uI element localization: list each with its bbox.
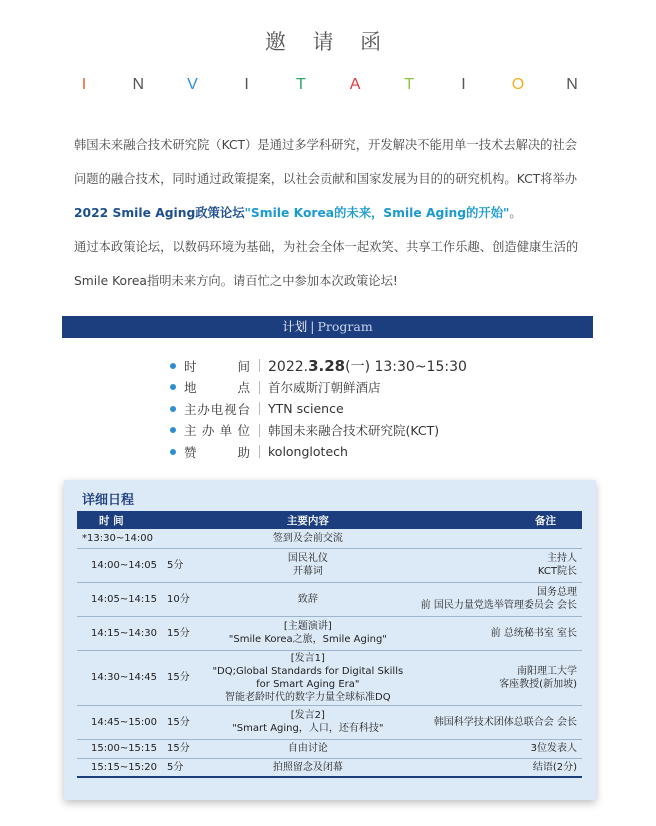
schedule-row — [77, 616, 582, 650]
divider — [259, 359, 260, 372]
title-letter: V — [187, 76, 198, 93]
bullet-dot-icon — [170, 449, 176, 455]
invitation-title-cn: 邀 请 函 — [264, 30, 392, 54]
schedule-note-line: 前 国民力量党选举管理委员会 会长 — [420, 600, 577, 611]
schedule-content — [200, 739, 416, 758]
schedule-note — [416, 582, 582, 616]
schedule-note-line: 结语(2分) — [532, 761, 577, 773]
info-label-tv: 主 办 电 视 台 — [184, 401, 250, 417]
schedule-time: 14:45~15:00 — [77, 705, 162, 739]
intro-line: 通过本政策论坛，以数码环境为基础，为社会全体一起欢笑、共享工作乐趣、创造健康生活的 — [74, 240, 579, 254]
info-row-tv — [170, 398, 467, 420]
schedule-duration: 10分 — [162, 582, 200, 616]
schedule-duration: 5分 — [162, 548, 200, 582]
program-label-cn: 计划 — [282, 319, 308, 334]
info-row-host — [170, 420, 467, 442]
schedule-note — [416, 548, 582, 582]
intro-line: Smile Korea指明未来方向。请百忙之中参加本次政策论坛! — [74, 274, 398, 288]
schedule-content-line: 智能老龄时代的数字力量全球标准DQ — [225, 691, 391, 703]
intro-paragraph — [74, 128, 594, 298]
title-letter: T — [295, 76, 306, 93]
schedule-card — [64, 480, 596, 800]
schedule-title: 详细日程 — [82, 493, 135, 508]
schedule-content-line: 国民礼仪 — [287, 553, 328, 564]
program-header-bar — [62, 316, 593, 338]
title-letter: I — [81, 76, 87, 93]
schedule-content-line: [发言2] — [290, 710, 325, 721]
schedule-content-line: 自由讨论 — [287, 743, 328, 754]
schedule-time: 14:00~14:05 — [77, 548, 162, 582]
info-value-tv: YTN science — [268, 401, 344, 417]
invitation-title-en — [78, 76, 578, 94]
schedule-duration — [162, 529, 200, 548]
divider — [259, 445, 260, 458]
bullet-dot-icon — [170, 427, 176, 433]
title-letter: N — [566, 76, 578, 93]
schedule-time: *13:30~14:00 — [77, 529, 162, 548]
schedule-note-line: 南阳理工大学 — [517, 665, 577, 677]
schedule-note — [416, 616, 582, 650]
schedule-time: 14:05~14:15 — [77, 582, 162, 616]
intro-forum-line — [74, 196, 594, 230]
divider — [259, 381, 260, 394]
schedule-note-line: KCT院长 — [537, 566, 577, 577]
schedule-time: 14:30~14:45 — [77, 650, 162, 705]
schedule-content-line: 拍照留念及闭幕 — [272, 761, 343, 773]
schedule-content — [200, 529, 416, 548]
schedule-row — [77, 650, 582, 705]
schedule-row — [77, 758, 582, 777]
bullet-dot-icon — [170, 384, 176, 390]
info-label-sponsor: 赞 助 — [184, 444, 250, 460]
schedule-content-line: [发言1] — [290, 652, 325, 664]
schedule-duration: 15分 — [162, 616, 200, 650]
schedule-content — [200, 548, 416, 582]
bullet-dot-icon — [170, 363, 176, 369]
schedule-content-line: "Smart Aging，人口，还有科技" — [232, 723, 384, 734]
schedule-duration: 15分 — [162, 739, 200, 758]
col-header-main: 主要内容 — [286, 514, 329, 527]
schedule-note-line: 3位发表人 — [530, 743, 577, 754]
intro-line: 韩国未来融合技术研究院（KCT）是通过多学科研究，开发解决不能用单一技术去解决的社会 — [74, 138, 578, 152]
schedule-row — [77, 739, 582, 758]
schedule-time: 14:15~14:30 — [77, 616, 162, 650]
title-letter: N — [132, 76, 144, 93]
divider — [259, 402, 260, 415]
schedule-note-line: 主持人 — [547, 553, 577, 564]
col-header-time: 时 间 — [99, 514, 124, 527]
schedule-note-line: 韩国科学技术团体总联合会 会长 — [433, 716, 577, 728]
divider — [259, 424, 260, 437]
info-row-time — [170, 355, 467, 377]
info-value-host: 韩国未来融合技术研究院(KCT) — [268, 423, 440, 439]
intro-line: 问题的融合技术，同时通过政策提案，以社会贡献和国家发展为目的的研究机构。KCT将举办 — [74, 172, 578, 186]
schedule-time: 15:15~15:20 — [77, 758, 162, 777]
title-letter: A — [349, 76, 361, 93]
schedule-content-line: "Smile Korea之旅，Smile Aging" — [228, 634, 387, 645]
schedule-content — [200, 582, 416, 616]
schedule-note — [416, 529, 582, 548]
program-label-en: Program — [317, 319, 373, 334]
schedule-content-line: 开幕词 — [292, 566, 323, 577]
forum-name: 2022 Smile Aging政策论坛 — [74, 206, 245, 220]
schedule-row — [77, 582, 582, 616]
info-label-place: 地 点 — [184, 380, 250, 396]
schedule-note — [416, 650, 582, 705]
info-row-sponsor — [170, 441, 467, 463]
schedule-table — [77, 511, 582, 778]
program-separator: | — [310, 319, 315, 334]
schedule-duration: 5分 — [162, 758, 200, 777]
title-letter: O — [511, 76, 525, 93]
title-letter: I — [461, 76, 466, 93]
info-row-place — [170, 377, 467, 399]
schedule-duration: 15分 — [162, 650, 200, 705]
event-info-list — [170, 355, 467, 463]
schedule-note — [416, 739, 582, 758]
schedule-duration: 15分 — [162, 705, 200, 739]
schedule-row — [77, 529, 582, 548]
schedule-note — [416, 705, 582, 739]
info-value-sponsor: kolonglotech — [268, 444, 348, 460]
col-header-note: 备注 — [535, 514, 556, 527]
title-letter: T — [404, 76, 415, 93]
info-label-time: 时 间 — [184, 358, 250, 374]
schedule-note-line: 客座教授(新加坡) — [499, 678, 577, 690]
schedule-content — [200, 705, 416, 739]
forum-end: 。 — [509, 206, 522, 220]
schedule-content — [200, 758, 416, 777]
bullet-dot-icon — [170, 406, 176, 412]
schedule-time: 15:00~15:15 — [77, 739, 162, 758]
schedule-note — [416, 758, 582, 777]
schedule-row — [77, 705, 582, 739]
schedule-note-line: 国务总理 — [537, 587, 577, 598]
info-value-place: 首尔威斯汀朝鲜酒店 — [268, 380, 381, 396]
schedule-content-line: [主题演讲] — [283, 621, 332, 632]
schedule-note-line: 前 总统秘书室 室长 — [490, 627, 577, 639]
info-label-host: 主 办 单 位 — [184, 423, 250, 439]
info-value-time: 2022.3.28(一) 13:30~15:30 — [268, 356, 467, 375]
schedule-header-row — [77, 511, 582, 529]
schedule-row — [77, 548, 582, 582]
schedule-content — [200, 650, 416, 705]
title-letter: I — [244, 76, 249, 93]
schedule-content — [200, 616, 416, 650]
forum-slogan: "Smile Korea的未来，Smile Aging的开始" — [244, 206, 510, 220]
schedule-content-line: 致辞 — [297, 593, 318, 605]
schedule-content-line: "DQ;Global Standards for Digital Skills for Smart Aging Era" — [212, 665, 404, 690]
schedule-content-line: 签到及会前交流 — [272, 532, 343, 544]
